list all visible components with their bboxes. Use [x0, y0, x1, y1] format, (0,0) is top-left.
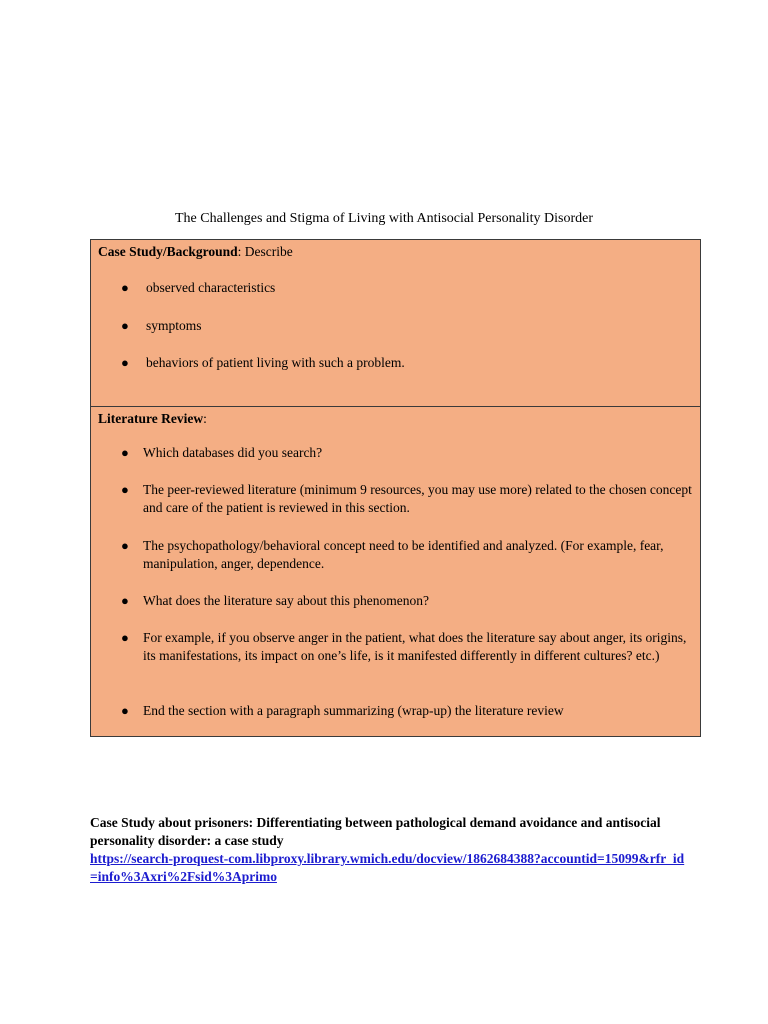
literature-review-heading-rest: : [203, 411, 207, 426]
list-item-text: The peer-reviewed literature (minimum 9 resources, you may use more) related to the chosen concept and care of the patient is reviewed in this section. [143, 482, 692, 515]
literature-review-cell [91, 407, 701, 737]
bullet-icon: ● [121, 538, 129, 553]
bullet-icon: ● [121, 355, 129, 370]
literature-review-heading [98, 410, 207, 427]
bullet-icon: ● [121, 630, 129, 645]
case-background-cell [91, 240, 701, 407]
case-background-heading-bold: Case Study/Background [98, 244, 238, 259]
list-item-text: End the section with a paragraph summarizing (wrap-up) the literature review [143, 703, 564, 718]
table-row [91, 407, 701, 737]
case-study-link[interactable]: https://search-proquest-com.libproxy.library.wmich.edu/docview/1862684388?accountid=15099&rfr_id=info%3Axri%2Fsid%3Aprimo [90, 851, 685, 884]
list-item-text: symptoms [146, 318, 202, 333]
literature-review-heading-bold: Literature Review [98, 411, 204, 426]
list-item-text: What does the literature say about this phenomenon? [143, 593, 430, 608]
assignment-table [90, 239, 701, 737]
case-study-title: Case Study about prisoners: Differentiating between pathological demand avoidance and antisocial personality disorder: a case study [90, 815, 661, 848]
case-background-heading [98, 243, 293, 260]
list-item-text: behaviors of patient living with such a problem. [146, 355, 405, 370]
list-item-text: The psychopathology/behavioral concept need to be identified and analyzed. (For example, fear, manipulation, anger, dependence. [143, 538, 664, 571]
list-item-text: For example, if you observe anger in the patient, what does the literature say about anger, its origins, its manifestations, its impact on one’s life, is it manifested differently in different cultures? etc.) [143, 630, 687, 663]
bullet-icon: ● [121, 445, 129, 460]
bullet-icon: ● [121, 318, 129, 333]
bullet-icon: ● [121, 280, 129, 295]
bullet-icon: ● [121, 482, 129, 497]
document-title: The Challenges and Stigma of Living with Antisocial Personality Disorder [175, 211, 593, 226]
list-item-text: Which databases did you search? [143, 445, 323, 460]
case-study-reference [90, 814, 690, 886]
bullet-icon: ● [121, 703, 129, 718]
bullet-icon: ● [121, 593, 129, 608]
case-background-heading-rest: : Describe [237, 244, 293, 259]
table-row [91, 240, 701, 407]
list-item-text: observed characteristics [146, 280, 276, 295]
